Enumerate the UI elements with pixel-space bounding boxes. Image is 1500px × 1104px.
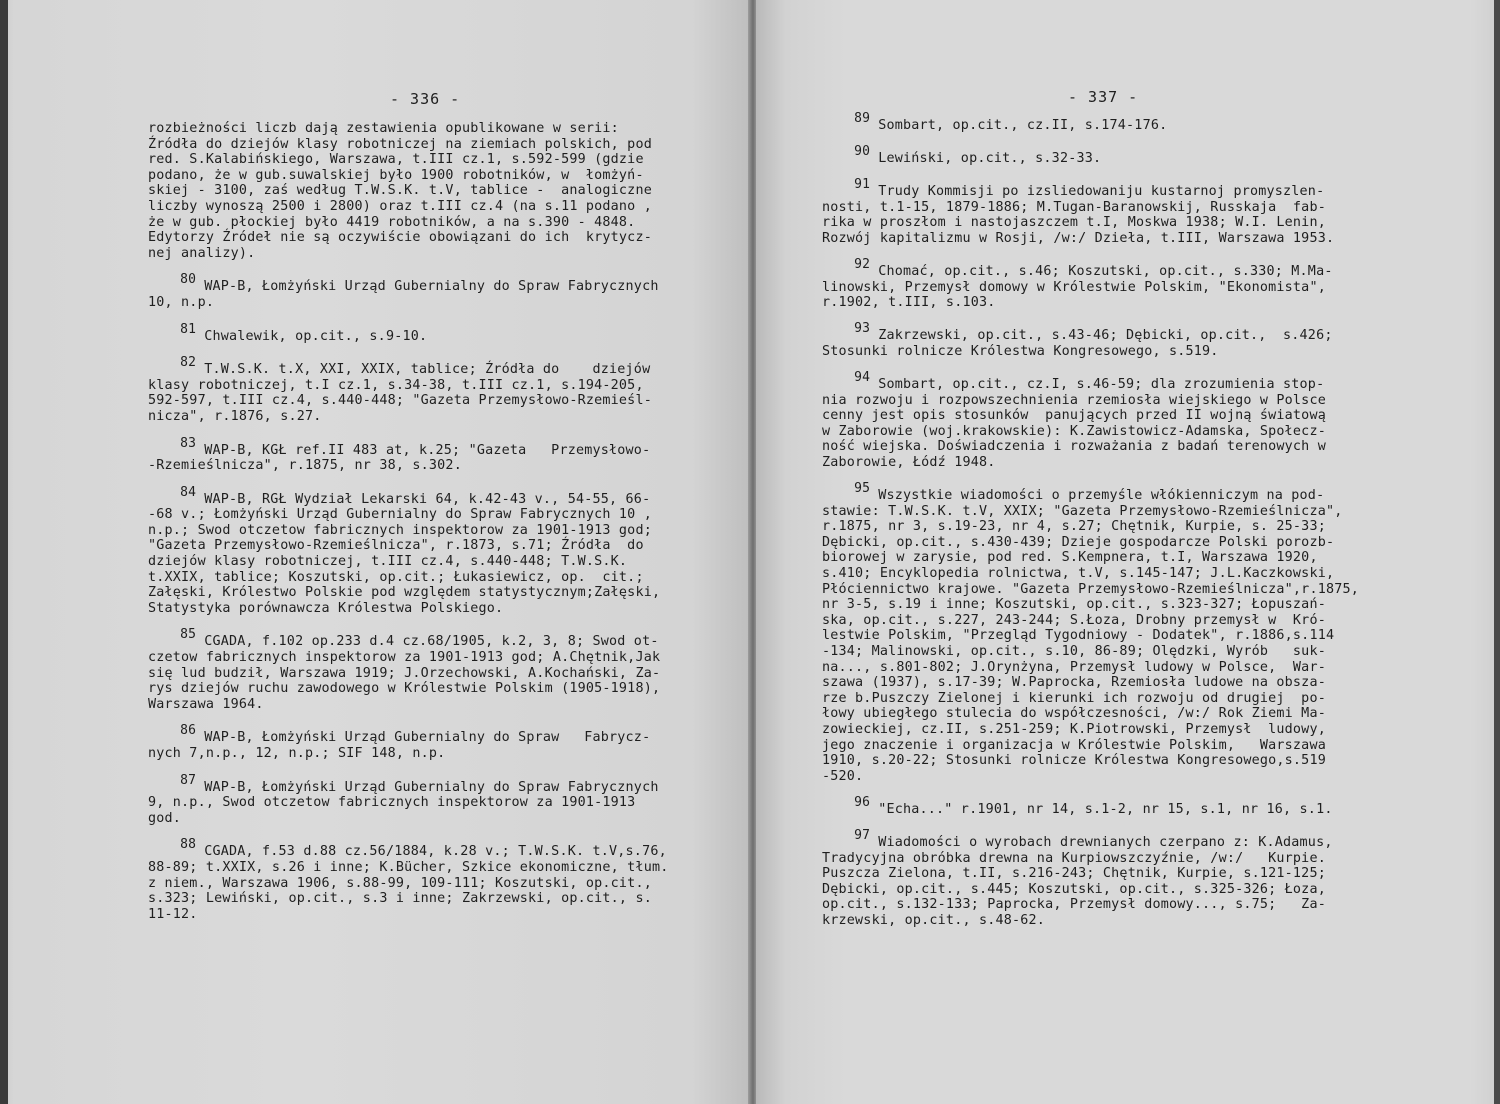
- text-line: Dębicki, op.cit., s.445; Koszutski, op.cit., s.325-326; Łoza,: [822, 881, 1326, 897]
- text-line: -68 v.; Łomżyński Urząd Gubernialny do Spraw Fabrycznych 10 ,: [148, 507, 652, 523]
- text-line: 592-597, t.III cz.4, s.440-448; "Gazeta Przemysłowo-Rzemieśl-: [148, 393, 652, 409]
- text-line: Załęski, Królestwo Polskie pod względem statystycznym;Załęski,: [148, 585, 661, 601]
- footnote-number: 80: [148, 272, 205, 288]
- footnote: [822, 177, 1442, 246]
- text-line: god.: [148, 810, 182, 826]
- text-line: dziejów klasy robotniczej, t.III cz.4, s.440-448; T.W.S.K.: [148, 554, 628, 570]
- text-line: lestwie Polskim, "Przegląd Tygodniowy - Dodatek", r.1886,s.114: [822, 628, 1335, 644]
- footnote-number: 86: [148, 723, 205, 739]
- footnote-number: 89: [822, 111, 879, 126]
- footnote-number: 82: [148, 355, 205, 371]
- footnote: [148, 435, 708, 474]
- footnote-number: 87: [148, 772, 205, 788]
- continuation-paragraph: [148, 121, 708, 261]
- text-line: rys dziejów ruchu zawodowego w Królestwie Polskim (1905-1918),: [148, 681, 661, 697]
- footnote: [822, 827, 1442, 929]
- text-line: 10, n.p.: [148, 294, 215, 310]
- text-line: 11-12.: [148, 906, 198, 922]
- text-line: nosti, t.1-15, 1879-1886; M.Tugan-Baranowskij, Russkaja fab-: [822, 199, 1326, 215]
- footnote: [148, 837, 708, 922]
- text-line: 87 WAP-B, Łomżyński Urząd Gubernialny do Spraw Fabrycznych: [148, 772, 659, 795]
- text-line: r.1875, nr 3, s.19-23, nr 4, s.27; Chętnik, Kurpie, s. 25-33;: [822, 519, 1326, 535]
- text-line: 93 Zakrzewski, op.cit., s.43-46; Dębicki, op.cit., s.426;: [822, 321, 1333, 344]
- text-line: 95 Wszystkie wiadomości o przemyśle włókienniczym na pod-: [822, 481, 1325, 504]
- text-line: 89 Sombart, op.cit., cz.II, s.174-176.: [822, 111, 1168, 133]
- text-line: Tradycyjna obróbka drewna na Kurpiowszczyźnie, /w:/ Kurpie.: [822, 850, 1326, 866]
- text-line: szawa (1937), s.17-39; W.Paprocka, Rzemiosła ludowe na obsza-: [822, 675, 1326, 691]
- footnote: [822, 144, 1442, 167]
- text-line: rika w proszłom i nastojaszczem t.I, Moskwa 1938; W.I. Lenin,: [822, 215, 1326, 231]
- footnote-number: 90: [822, 144, 879, 160]
- text-line: z niem., Warszawa 1906, s.88-99, 109-111; Koszutski, op.cit.,: [148, 875, 652, 891]
- right-page: [756, 0, 1500, 1104]
- text-line: red. S.Kalabińskiego, Warszawa, t.III cz.1, s.592-599 (gdzie: [148, 152, 644, 168]
- right-page-text: [822, 111, 1442, 929]
- text-line: s.323; Lewiński, op.cit., s.3 i inne; Zakrzewski, op.cit., s.: [148, 891, 652, 907]
- text-line: Stosunki rolnicze Królestwa Kongresowego, s.519.: [822, 343, 1219, 359]
- footnote-number: 96: [822, 794, 879, 810]
- text-line: 82 T.W.S.K. t.X, XXI, XXIX, tablice; Źródła do dziejów: [148, 355, 651, 378]
- text-line: liczby wynoszą 2500 i 2800) oraz t.III cz.4 (na s.11 podano ,: [148, 198, 652, 214]
- text-line: nr 3-5, s.19 i inne; Koszutski, op.cit., s.323-327; Łopuszań-: [822, 597, 1326, 613]
- text-line: 90 Lewiński, op.cit., s.32-33.: [822, 144, 1102, 167]
- footnote-number: 91: [822, 177, 879, 193]
- text-line: t.XXIX, tablice; Koszutski, op.cit.; Łukasiewicz, op. cit.;: [148, 569, 644, 585]
- text-line: Warszawa 1964.: [148, 696, 264, 712]
- text-line: krzewski, op.cit., s.48-62.: [822, 912, 1046, 928]
- footnote-number: 88: [148, 837, 205, 853]
- footnote-number: 93: [822, 321, 879, 337]
- text-line: 91 Trudy Kommisji po izsliedowaniju kustarnoj promyszlen-: [822, 177, 1325, 200]
- footnote: [148, 484, 708, 617]
- text-line: s.410; Encyklopedia rolnictwa, t.V, s.145-147; J.L.Kaczkowski,: [822, 566, 1335, 582]
- text-line: linowski, Przemysł domowy w Królestwie Polskim, "Ekonomista",: [822, 279, 1326, 295]
- footnote: [148, 355, 708, 424]
- text-line: skiej - 3100, zaś według T.W.S.K. t.V, tablice - analogiczne: [148, 183, 652, 199]
- text-line: 94 Sombart, op.cit., cz.I, s.46-59; dla zrozumienia stop-: [822, 370, 1325, 393]
- text-line: cenny jest opis stosunków panujących przed II wojną światową: [822, 408, 1326, 424]
- page-number-left: - 336 -: [390, 90, 461, 108]
- text-line: 88 CGADA, f.53 d.88 cz.56/1884, k.28 v.; T.W.S.K. t.V,s.76,: [148, 837, 667, 860]
- text-line: Zaborowie, Łódź 1948.: [822, 455, 996, 470]
- text-line: op.cit., s.132-133; Paprocka, Przemysł domowy..., s.75; Za-: [822, 897, 1326, 913]
- footnote: [822, 481, 1442, 784]
- text-line: "Gazeta Przemysłowo-Rzemieślnicza", r.1873, s.71; Źródła do: [148, 538, 644, 554]
- text-line: Źródła do dziejów klasy robotniczej na ziemiach polskich, pod: [148, 136, 652, 152]
- text-line: rozbieżności liczb dają zestawienia opublikowane w serii:: [148, 121, 619, 136]
- footnote: [148, 772, 708, 827]
- text-line: 81 Chwalewik, op.cit., s.9-10.: [148, 321, 428, 344]
- text-line: 88-89; t.XXIX, s.26 i inne; K.Bücher, Szkice ekonomiczne, tłum.: [148, 859, 669, 875]
- text-line: 9, n.p., Swod otczetow fabricznych inspektorow za 1901-1913: [148, 795, 636, 811]
- footnote: [822, 794, 1442, 818]
- text-line: -Rzemieślnicza", r.1875, nr 38, s.302.: [148, 458, 462, 474]
- text-line: się lud budził, Warszawa 1919; J.Orzechowski, A.Kochański, Za-: [148, 665, 661, 681]
- footnote: [148, 723, 708, 761]
- footnote-number: 85: [148, 627, 205, 643]
- text-line: podano, że w gub.suwalskiej było 1900 robotników, w łomżyń-: [148, 167, 644, 183]
- footnote: [148, 627, 708, 712]
- text-line: 96 "Echa..." r.1901, nr 14, s.1-2, nr 15, s.1, nr 16, s.1.: [822, 794, 1333, 817]
- footnote-number: 95: [822, 481, 879, 497]
- footnote: [822, 321, 1442, 359]
- text-line: Rozwój kapitalizmu w Rosji, /w:/ Dzieła, t.III, Warszawa 1953.: [822, 230, 1335, 246]
- text-line: nia rozwoju i rozpowszechnienia rzemiosła wiejskiego w Polsce: [822, 392, 1326, 408]
- text-line: r.1902, t.III, s.103.: [822, 295, 996, 311]
- footnote-number: 81: [148, 321, 205, 337]
- text-line: 97 Wiadomości o wyrobach drewnianych czerpano z: K.Adamus,: [822, 827, 1333, 850]
- footnote: [148, 321, 708, 345]
- text-line: na..., s.801-802; J.Orynżyna, Przemysł ludowy w Polsce, War-: [822, 659, 1326, 675]
- text-line: łowy ubiegłego stulecia do współczesności, /w:/ Rok Ziemi Ma-: [822, 706, 1326, 722]
- text-line: n.p.; Swod otczetow fabricznych inspektorow za 1901-1913 god;: [148, 522, 652, 538]
- text-line: nej analizy).: [148, 245, 256, 261]
- text-line: jego znaczenie i organizacja w Królestwie Polskim, Warszawa: [822, 737, 1326, 753]
- text-line: że w gub. płockiej było 4419 robotników, a na s.390 - 4848.: [148, 214, 636, 230]
- footnote-number: 83: [148, 435, 205, 451]
- text-line: Edytorzy Źródeł nie są oczywiście obowiązani do ich krytycz-: [148, 230, 652, 246]
- footnote-number: 94: [822, 370, 879, 386]
- text-line: Puszcza Zielona, t.II, s.216-243; Chętnik, Kurpie, s.121-125;: [822, 866, 1326, 882]
- text-line: biorowej w zarysie, pod red. S.Kempnera, t.I, Warszawa 1920,: [822, 550, 1318, 566]
- text-line: 80 WAP-B, Łomżyński Urząd Gubernialny do Spraw Fabrycznych: [148, 272, 659, 295]
- page-number-right: - 337 -: [1068, 88, 1139, 106]
- text-line: klasy robotniczej, t.I cz.1, s.34-38, t.III cz.1, s.194-205,: [148, 377, 644, 393]
- text-line: 84 WAP-B, RGŁ Wydział Lekarski 64, k.42-43 v., 54-55, 66-: [148, 484, 651, 507]
- text-line: -520.: [822, 768, 864, 784]
- footnote: [148, 272, 708, 310]
- text-line: 83 WAP-B, KGŁ ref.II 483 at, k.25; "Gazeta Przemysłowo-: [148, 435, 651, 458]
- text-line: nych 7,n.p., 12, n.p.; SIF 148, n.p.: [148, 746, 446, 761]
- text-line: 92 Chomać, op.cit., s.46; Koszutski, op.cit., s.330; M.Ma-: [822, 257, 1333, 280]
- text-line: 85 CGADA, f.102 op.233 d.4 cz.68/1905, k.2, 3, 8; Swod ot-: [148, 627, 659, 650]
- text-line: Płóciennictwo krajowe. "Gazeta Przemysłowo-Rzemieślnicza",r.1875,: [822, 581, 1360, 597]
- text-line: 86 WAP-B, Łomżyński Urząd Gubernialny do Spraw Fabrycz-: [148, 723, 651, 746]
- footnote-number: 97: [822, 827, 879, 843]
- text-line: Statystyka porównawcza Królestwa Polskiego.: [148, 600, 504, 616]
- text-line: w Zaborowie (woj.krakowskie): K.Zawistowicz-Adamska, Społecz-: [822, 423, 1326, 439]
- text-line: ność wiejska. Doświadczenia i rozważania z badań terenowych w: [822, 439, 1326, 455]
- text-line: zowieckiej, cz.II, s.251-259; K.Piotrowski, Przemysł ludowy,: [822, 722, 1326, 737]
- text-line: czetow fabricznych inspektorow za 1901-1913 god; A.Chętnik,Jak: [148, 650, 661, 666]
- footnote: [822, 257, 1442, 311]
- footnote-number: 84: [148, 484, 205, 500]
- text-line: rze b.Puszczy Zielonej i kierunki ich rozwoju od drugiej po-: [822, 690, 1326, 706]
- footnote-number: 92: [822, 257, 879, 273]
- left-page-text: [148, 121, 708, 922]
- text-line: ska, op.cit., s.227, 243-244; S.Łoza, Drobny przemysł w Kró-: [822, 612, 1326, 628]
- text-line: nicza", r.1876, s.27.: [148, 408, 322, 424]
- text-line: stawie: T.W.S.K. t.V, XXIX; "Gazeta Przemysłowo-Rzemieślnicza",: [822, 503, 1343, 519]
- text-line: -134; Malinowski, op.cit., s.10, 86-89; Olędzki, Wyrób suk-: [822, 644, 1326, 660]
- footnote: [822, 111, 1442, 134]
- text-line: 1910, s.20-22; Stosunki rolnicze Królestwa Kongresowego,s.519: [822, 753, 1326, 769]
- text-line: Dębicki, op.cit., s.430-439; Dzieje gospodarcze Polski porozb-: [822, 534, 1335, 550]
- footnote: [822, 370, 1442, 471]
